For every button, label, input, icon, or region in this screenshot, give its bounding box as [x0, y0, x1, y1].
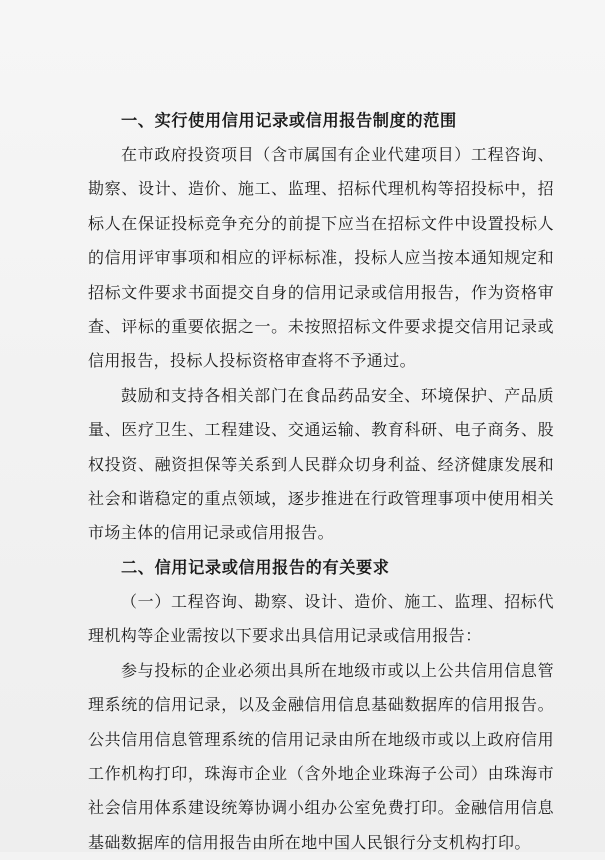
- section2-paragraph-1: （一）工程咨询、勘察、设计、造价、施工、监理、招标代理机构等企业需按以下要求出具信用记录或信用报告：: [88, 591, 554, 646]
- document-body: [88, 104, 554, 860]
- section2-heading: 二、信用记录或信用报告的有关要求: [121, 557, 390, 577]
- section2-paragraph-2: 参与投标的企业必须出具所在地级市或以上公共信用信息管理系统的信用记录，以及金融信用信息基础数据库的信用报告。公共信用信息管理系统的信用记录由所在地级市或以上政府信用工作机构打印，珠海市企业（含外地企业珠海子公司）由珠海市社会信用体系建设统筹协调小组办公室免费打印。金融信用信息基础数据库的信用报告由所在地中国人民银行分支机构打印。: [88, 660, 554, 852]
- section1-paragraph-2: 鼓励和支持各相关部门在食品药品安全、环境保护、产品质量、医疗卫生、工程建设、交通运输、教育科研、电子商务、股权投资、融资担保等关系到人民群众切身利益、经济健康发展和社会和谐稳定的重点领域，逐步推进在行政管理事项中使用相关市场主体的信用记录或信用报告。: [88, 385, 554, 543]
- section1-heading: 一、实行使用信用记录或信用报告制度的范围: [121, 111, 457, 130]
- section1-paragraph-1: 在市政府投资项目（含市属国有企业代建项目）工程咨询、勘察、设计、造价、施工、监理、招标代理机构等招投标中，招标人在保证投标竞争充分的前提下应当在招标文件中设置投标人的信用评审事项和相应的评标标准，投标人应当按本通知规定和招标文件要求书面提交自身的信用记录或信用报告，作为资格审查、评标的重要依据之一。未按照招标文件要求提交信用记录或信用报告，投标人投标资格审查将不予通过。: [88, 145, 554, 371]
